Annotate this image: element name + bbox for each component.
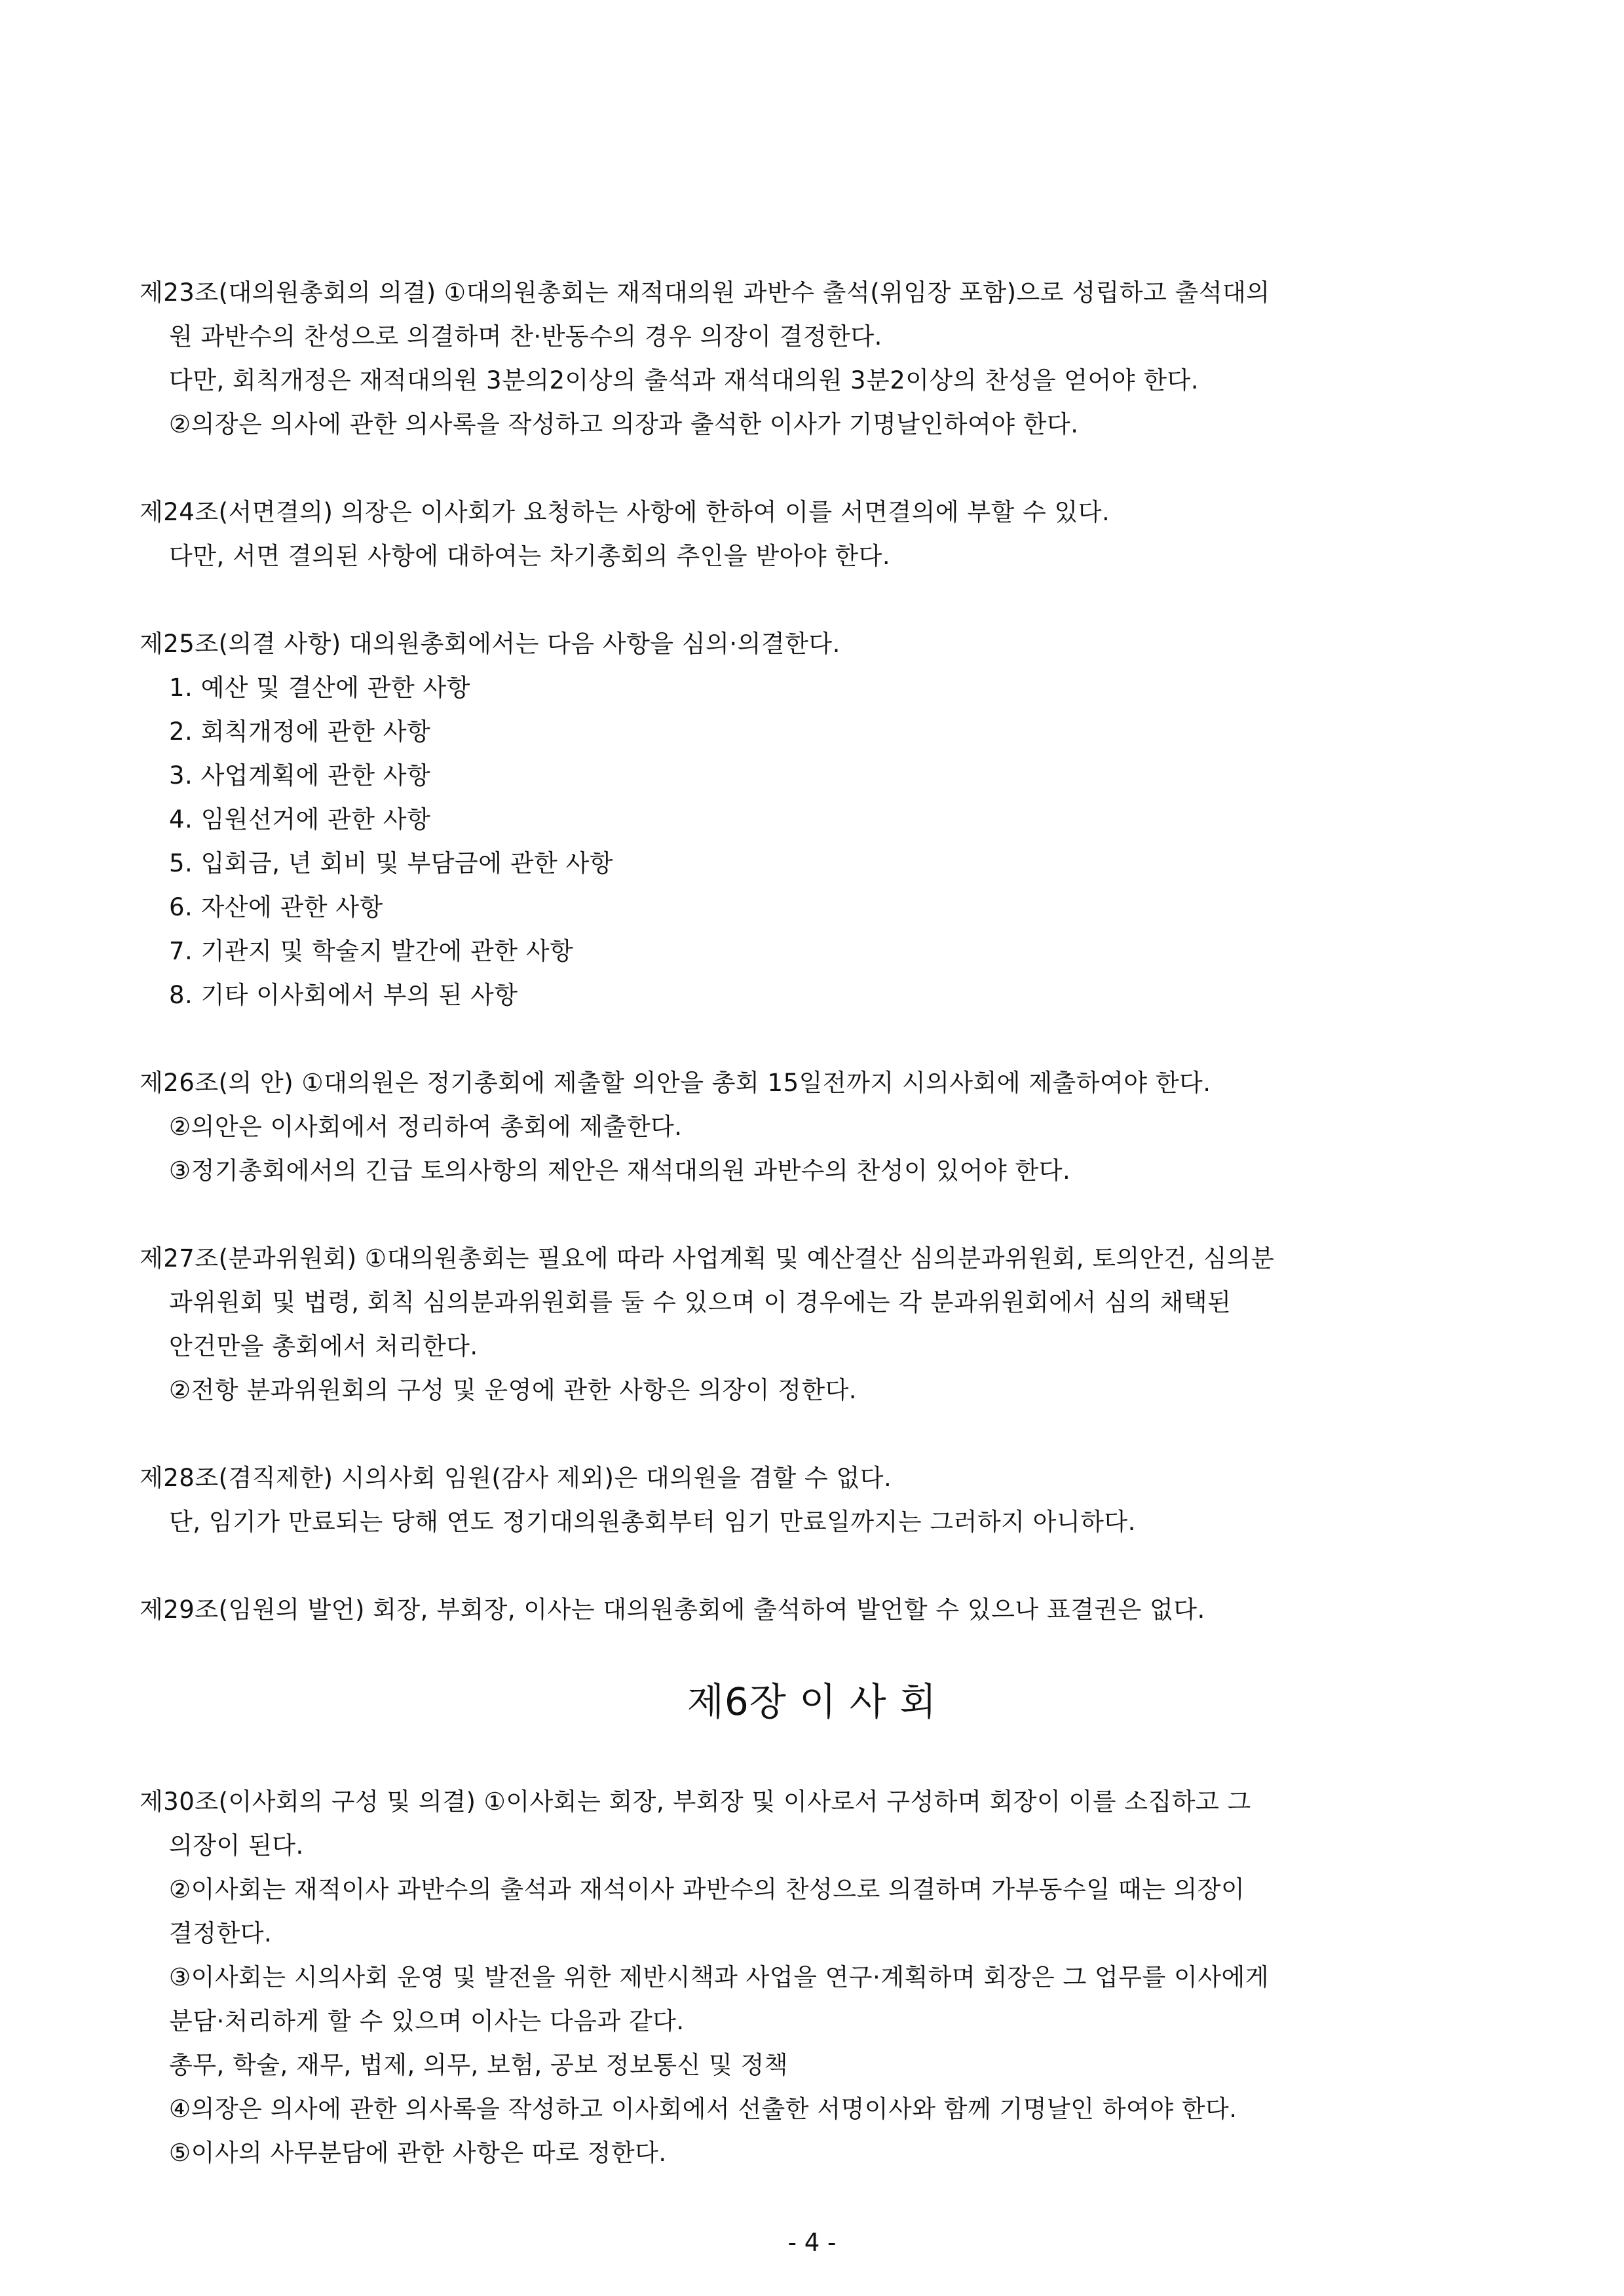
article-25-item: 2. 회칙개정에 관한 사항 — [169, 718, 431, 746]
article-26-clause-2: ②의안은 이사회에서 정리하여 총회에 제출한다. — [169, 1113, 683, 1141]
article-25-item: 4. 임원선거에 관한 사항 — [169, 805, 431, 833]
article-25-item: 5. 입회금, 년 회비 및 부담금에 관한 사항 — [169, 849, 614, 877]
article-25-item: 3. 사업계획에 관한 사항 — [169, 761, 431, 790]
article-26-clause-3: ③정기총회에서의 긴급 토의사항의 제안은 재석대의원 과반수의 찬성이 있어야 한다. — [169, 1157, 1071, 1185]
article-23-clause-2: ②의장은 의사에 관한 의사록을 작성하고 의장과 출석한 이사가 기명날인하여야 한다. — [169, 410, 1079, 438]
article-27-clause-2: ②전항 분과위원회의 구성 및 운영에 관한 사항은 의장이 정한다. — [169, 1376, 858, 1404]
article-30-heading: 제30조(이사회의 구성 및 의결) ①이사회는 회장, 부회장 및 이사로서 구성하며 회장이 이를 소집하고 그 — [140, 1788, 1251, 1816]
article-30-line: 의장이 된다. — [169, 1831, 304, 1860]
article-30-line: 분담·처리하게 할 수 있으며 이사는 다음과 같다. — [169, 2007, 685, 2035]
article-30-clause-3: ③이사회는 시의사회 운영 및 발전을 위한 제반시책과 사업을 연구·계획하며 회장은 그 업무를 이사에게 — [169, 1963, 1269, 1991]
chapter-heading: 제6장 이 사 회 — [687, 1679, 937, 1724]
article-23-line: 다만, 회칙개정은 재적대의원 3분의2이상의 출석과 재석대의원 3분2이상의 찬성을 얻어야 한다. — [169, 366, 1199, 394]
article-28-line: 단, 임기가 만료되는 당해 연도 정기대의원총회부터 임기 만료일까지는 그러하지 아니하다. — [169, 1508, 1136, 1536]
article-25-item: 1. 예산 및 결산에 관한 사항 — [169, 674, 471, 702]
article-25-item: 7. 기관지 및 학술지 발간에 관한 사항 — [169, 937, 574, 965]
article-28-heading: 제28조(겸직제한) 시의사회 임원(감사 제외)은 대의원을 겸할 수 없다. — [140, 1464, 892, 1492]
article-27-line: 과위원회 및 법령, 회칙 심의분과위원회를 둘 수 있으며 이 경우에는 각 분과위원회에서 심의 채택된 — [169, 1288, 1232, 1316]
article-30-clause-2: ②이사회는 재적이사 과반수의 출석과 재석이사 과반수의 찬성으로 의결하며 가부동수일 때는 의장이 — [169, 1875, 1245, 1904]
article-27-heading: 제27조(분과위원회) ①대의원총회는 필요에 따라 사업계획 및 예산결산 심의분과위원회, 토의안건, 심의분 — [140, 1244, 1275, 1272]
article-23-heading: 제23조(대의원총회의 의결) ①대의원총회는 재적대의원 과반수 출석(위임장 포함)으로 성립하고 출석대의 — [140, 278, 1270, 307]
article-23-line: 원 과반수의 찬성으로 의결하며 찬·반동수의 경우 의장이 결정한다. — [169, 322, 882, 351]
article-25-item: 6. 자산에 관한 사항 — [169, 893, 383, 921]
article-24-line: 다만, 서면 결의된 사항에 대하여는 차기총회의 추인을 받아야 한다. — [169, 542, 891, 570]
article-26-heading: 제26조(의 안) ①대의원은 정기총회에 제출할 의안을 총회 15일전까지 시의사회에 제출하여야 한다. — [140, 1069, 1211, 1097]
article-24-heading: 제24조(서면결의) 의장은 이사회가 요청하는 사항에 한하여 이를 서면결의에 부할 수 있다. — [140, 498, 1110, 526]
article-25-item: 8. 기타 이사회에서 부의 된 사항 — [169, 981, 518, 1009]
article-30-clause-4: ④의장은 의사에 관한 의사록을 작성하고 이사회에서 선출한 서명이사와 함께 기명날인 하여야 한다. — [169, 2095, 1237, 2123]
article-30-line: 결정한다. — [169, 1919, 273, 1947]
article-30-clause-5: ⑤이사의 사무분담에 관한 사항은 따로 정한다. — [169, 2139, 667, 2167]
article-30-line: 총무, 학술, 재무, 법제, 의무, 보험, 공보 정보통신 및 정책 — [169, 2051, 788, 2079]
page-number: - 4 - — [787, 2229, 837, 2257]
article-29-heading: 제29조(임원의 발언) 회장, 부회장, 이사는 대의원총회에 출석하여 발언할 수 있으나 표결권은 없다. — [140, 1596, 1205, 1624]
article-27-line: 안건만을 총회에서 처리한다. — [169, 1332, 478, 1360]
article-25-heading: 제25조(의결 사항) 대의원총회에서는 다음 사항을 심의·의결한다. — [140, 630, 840, 658]
